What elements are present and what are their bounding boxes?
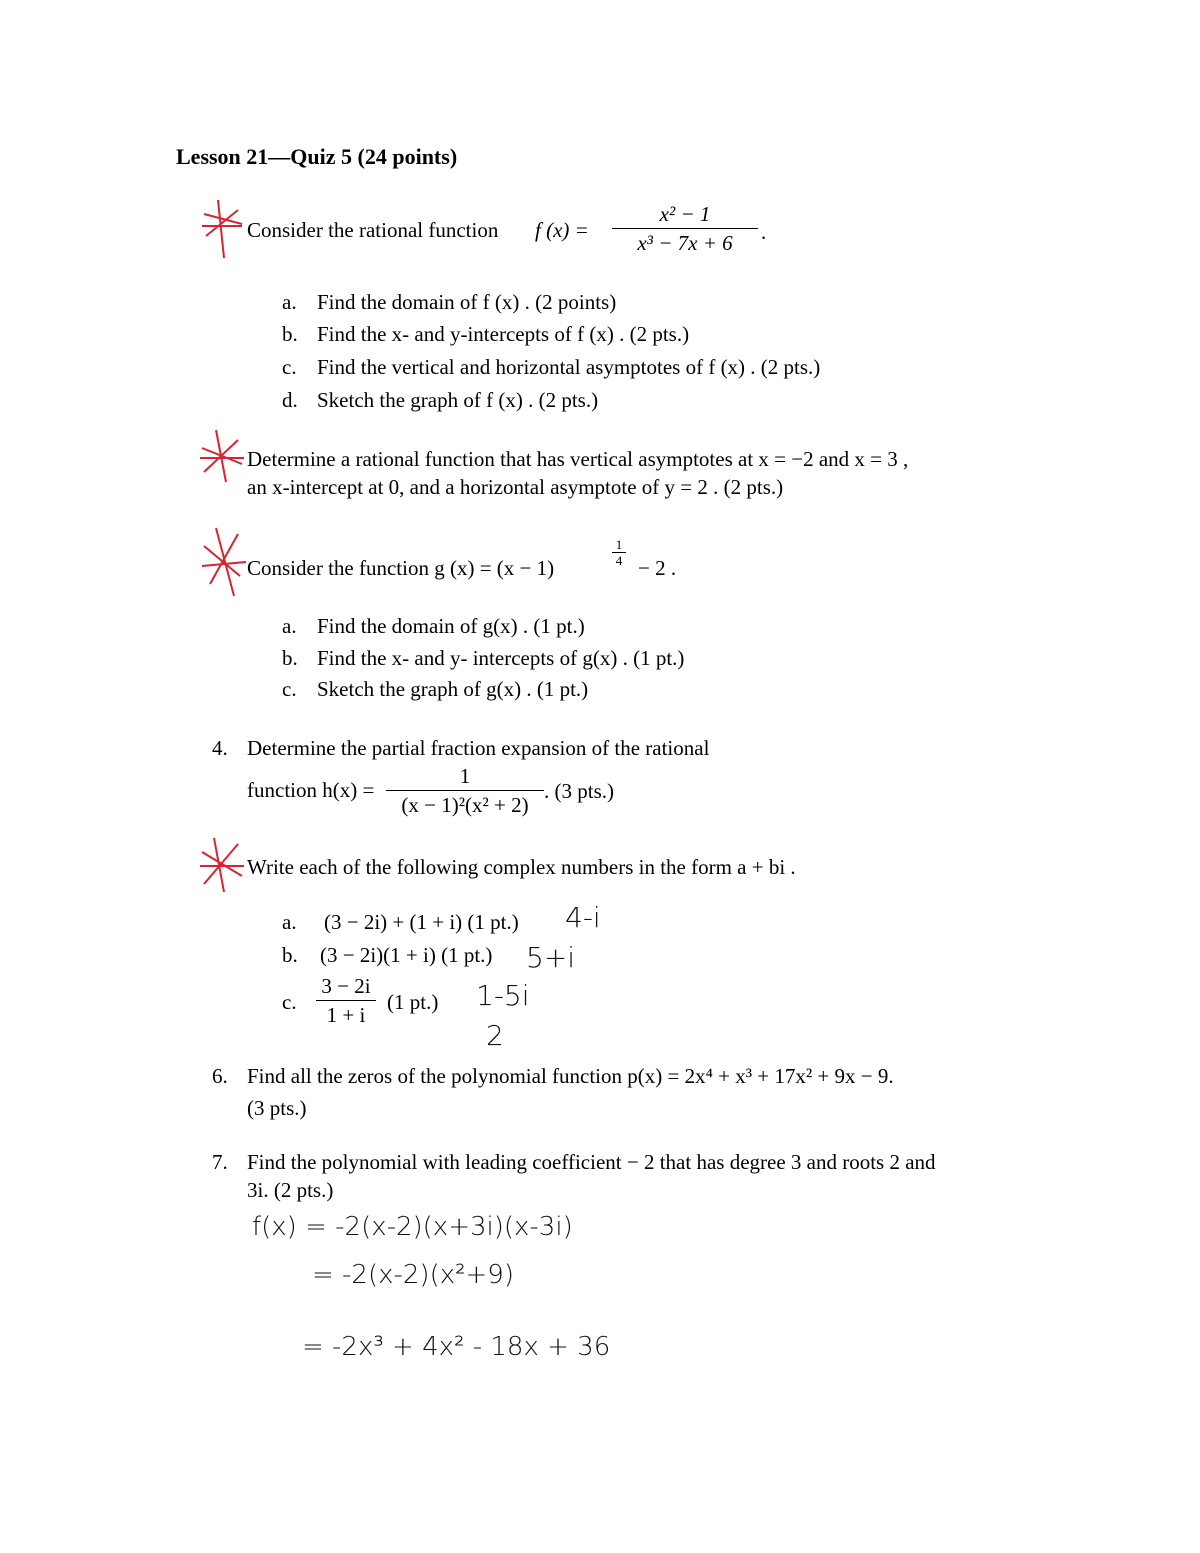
q1-numerator: x² − 1 — [659, 202, 711, 226]
q3-part-a: Find the domain of g(x) . (1 pt.) — [317, 614, 585, 638]
q1-fraction — [612, 204, 758, 254]
q1-part-letter: d. — [282, 388, 298, 412]
q2-line-1: Determine a rational function that has vertical asymptotes at x = −2 and x = 3 , — [247, 447, 909, 471]
q4-fraction — [386, 766, 544, 816]
q5-answer-a: 4-i — [565, 901, 601, 934]
q1-part-a: Find the domain of f (x) . (2 points) — [317, 290, 617, 314]
q5-part-a: (3 − 2i) + (1 + i) (1 pt.) — [324, 910, 519, 934]
q7-line-1: Find the polynomial with leading coefficient − 2 that has degree 3 and roots 2 and — [247, 1150, 936, 1174]
q5-prompt: Write each of the following complex numbers in the form a + bi . — [247, 855, 796, 879]
q3-exponent-denominator: 4 — [615, 553, 623, 568]
q5-answer-b: 5+i — [526, 941, 576, 974]
q1-part-letter: a. — [282, 290, 297, 314]
question-1-red-mark-icon — [198, 196, 248, 266]
q3-part-letter: c. — [282, 677, 297, 701]
q1-part-letter: c. — [282, 355, 297, 379]
q6-line-2: (3 pts.) — [247, 1096, 307, 1120]
q1-function-name: f (x) = — [535, 218, 589, 242]
q1-part-b: Find the x- and y-intercepts of f (x) . (2 pts.) — [317, 322, 690, 346]
q4-line-1: Determine the partial fraction expansion of the rational — [247, 736, 710, 760]
q4-denominator: (x − 1)²(x² + 2) — [401, 793, 529, 817]
q4-lead: function h(x) = — [247, 778, 375, 802]
q5-c-denominator: 1 + i — [326, 1003, 366, 1027]
q4-tail: . (3 pts.) — [544, 779, 614, 803]
q5-answer-c-numerator: 1-5i — [476, 979, 530, 1012]
page-title: Lesson 21—Quiz 5 (24 points) — [176, 144, 458, 169]
q5-part-letter: a. — [282, 910, 297, 934]
q3-prompt: Consider the function g (x) = (x − 1) — [247, 556, 555, 580]
q7-line-2: 3i. (2 pts.) — [247, 1178, 334, 1202]
q1-period: . — [761, 220, 767, 244]
q5-part-letter: c. — [282, 990, 297, 1014]
question-3-red-mark-icon — [200, 526, 250, 606]
q7-number: 7. — [212, 1150, 228, 1174]
q3-part-letter: a. — [282, 614, 297, 638]
q7-work-line-3: = -2x³ + 4x² - 18x + 36 — [302, 1332, 611, 1362]
q1-part-d: Sketch the graph of f (x) . (2 pts.) — [317, 388, 599, 412]
q3-part-b: Find the x- and y- intercepts of g(x) . (1 pt.) — [317, 646, 685, 670]
q3-part-letter: b. — [282, 646, 298, 670]
q4-number: 4. — [212, 736, 228, 760]
q1-prompt: Consider the rational function — [247, 218, 499, 242]
q5-part-letter: b. — [282, 943, 298, 967]
q6-line-1: Find all the zeros of the polynomial function p(x) = 2x⁴ + x³ + 17x² + 9x − 9. — [247, 1064, 894, 1088]
q3-exponent — [612, 538, 626, 567]
q6-number: 6. — [212, 1064, 228, 1088]
q5-part-b: (3 − 2i)(1 + i) (1 pt.) — [320, 943, 493, 967]
q1-part-c: Find the vertical and horizontal asymptotes of f (x) . (2 pts.) — [317, 355, 821, 379]
q5-c-fraction — [316, 976, 376, 1026]
q7-work-line-2: = -2(x-2)(x²+9) — [312, 1260, 514, 1290]
q3-exponent-numerator: 1 — [615, 537, 623, 552]
q5-c-numerator: 3 − 2i — [321, 974, 371, 998]
q3-tail: − 2 . — [638, 556, 677, 580]
q5-c-points: (1 pt.) — [387, 990, 439, 1014]
q4-numerator: 1 — [459, 764, 471, 788]
question-5-red-mark-icon — [198, 836, 248, 896]
q2-line-2: an x-intercept at 0, and a horizontal asymptote of y = 2 . (2 pts.) — [247, 475, 784, 499]
question-2-red-mark-icon — [198, 428, 248, 488]
q5-answer-c-denominator: 2 — [486, 1019, 504, 1052]
q1-denominator: x³ − 7x + 6 — [637, 231, 733, 255]
q7-work-line-1: f(x) = -2(x-2)(x+3i)(x-3i) — [252, 1212, 573, 1242]
q1-part-letter: b. — [282, 322, 298, 346]
q3-part-c: Sketch the graph of g(x) . (1 pt.) — [317, 677, 589, 701]
